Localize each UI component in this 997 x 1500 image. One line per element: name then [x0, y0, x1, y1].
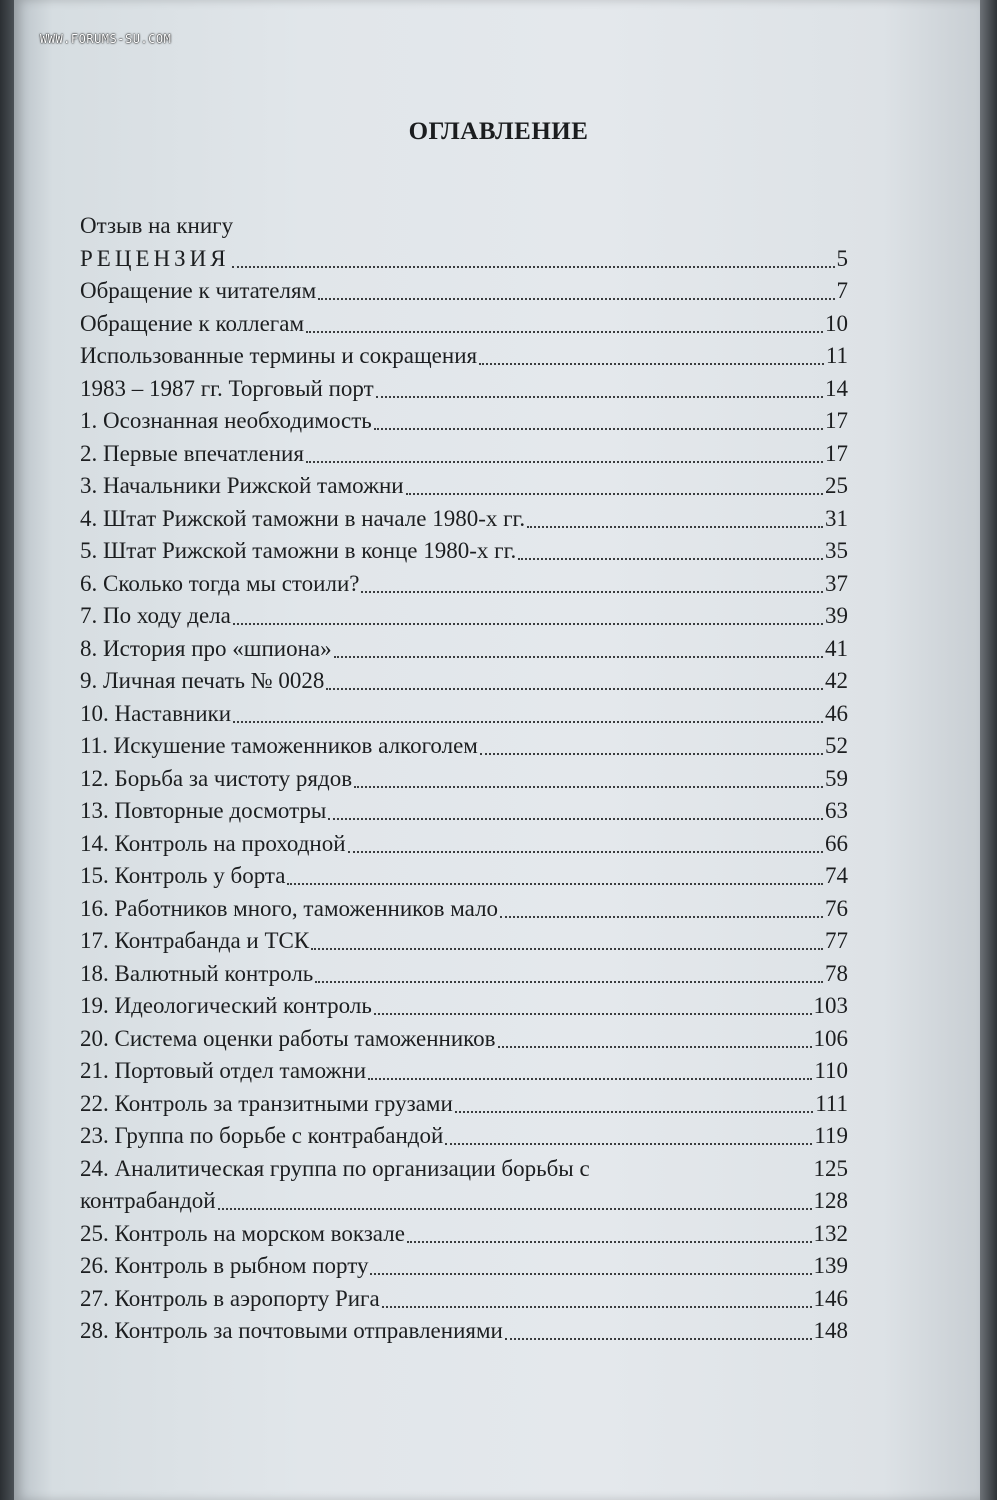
toc-entry-page: 103 [813, 993, 848, 1018]
toc-entry [80, 210, 848, 243]
toc-entry [80, 958, 848, 991]
toc-entry-page: 106 [813, 1025, 848, 1051]
toc-entry-page: 25 [825, 473, 848, 498]
toc-entry [80, 893, 848, 926]
toc-entry [80, 438, 848, 471]
watermark: WWW.FORUMS-SU.COM [40, 32, 172, 46]
toc-entry-label: 4. Штат Рижской таможни в начале 1980-х гг. [80, 505, 526, 531]
leader-dots [328, 818, 823, 820]
toc-entry-label: 22. Контроль за транзитными грузами [80, 1090, 453, 1116]
toc-entry [80, 535, 848, 568]
toc-entry-page: 63 [825, 798, 848, 823]
toc-entry-page: 11 [825, 343, 848, 368]
toc-entry-page: 52 [825, 733, 848, 758]
toc-entry [80, 275, 848, 308]
toc-entry [80, 795, 848, 828]
leader-dots [374, 428, 823, 430]
toc-entry-page: 7 [836, 278, 848, 303]
toc-entry-label: 13. Повторные досмотры [80, 798, 327, 823]
leader-dots [382, 1306, 812, 1308]
toc-entry [80, 1283, 848, 1316]
toc-entry [80, 308, 848, 341]
toc-entry [80, 340, 848, 373]
toc-entry [80, 1120, 848, 1153]
toc-entry-page: 46 [825, 700, 848, 726]
leader-dots [315, 981, 823, 983]
leader-dots [479, 363, 824, 365]
leader-dots [498, 1046, 812, 1048]
toc-entry-label: 8. История про «шпиона» [80, 635, 332, 661]
toc-entry [80, 568, 848, 601]
toc-entry-page: 10 [825, 310, 848, 336]
toc-entry-page: 37 [825, 570, 848, 596]
leader-dots [505, 1338, 812, 1340]
toc-entry-page: 76 [825, 895, 848, 921]
toc-entry-label: 7. По ходу дела [80, 603, 231, 628]
toc-entry-label: 9. Личная печать № 0028 [80, 668, 325, 693]
book-spine [0, 0, 14, 1500]
toc-entry-page: 14 [825, 375, 848, 401]
leader-dots [348, 851, 823, 853]
toc-entry-label: 12. Борьба за чистоту рядов [80, 765, 353, 791]
leader-dots [354, 786, 823, 788]
toc-entry-label: 16. Работников много, таможенников мало [80, 895, 499, 921]
toc-entry-page: 148 [813, 1318, 848, 1343]
toc-entry-label: 5. Штат Рижской таможни в конце 1980-х гг. [80, 538, 517, 563]
toc-entry [80, 828, 848, 861]
toc-entry-page: 119 [814, 1123, 848, 1148]
leader-dots [374, 1013, 812, 1015]
toc-entry-label: 26. Контроль в рыбном порту [80, 1253, 369, 1278]
toc-entry-page: 39 [825, 603, 848, 628]
toc-entry [80, 698, 848, 731]
leader-dots [527, 526, 823, 528]
toc-entry-page: 17 [825, 408, 848, 433]
toc-entry-label: 15. Контроль у борта [80, 863, 286, 888]
toc-entry-page: 35 [825, 538, 848, 563]
toc-entry [80, 1055, 848, 1088]
toc-entry [80, 860, 848, 893]
toc-entry [80, 470, 848, 503]
toc-entry-label: контрабандой [80, 1188, 216, 1213]
leader-dots [232, 266, 835, 268]
leader-dots [406, 493, 823, 495]
toc-entry [80, 925, 848, 958]
leader-dots [233, 623, 823, 625]
toc-entry-page: 66 [825, 830, 848, 856]
toc-entry [80, 1250, 848, 1283]
page-edge [980, 0, 997, 1500]
toc-entry-page: 5 [836, 245, 848, 271]
toc-entry-page: 17 [825, 440, 848, 466]
toc-entry-label: Использованные термины и сокращения [80, 343, 478, 368]
toc-entry [80, 665, 848, 698]
toc-entry [80, 1315, 848, 1348]
leader-dots [306, 461, 823, 463]
toc-entry-label: 10. Наставники [80, 700, 232, 726]
toc-entry-label: Обращение к коллегам [80, 310, 305, 336]
toc-entry-page: 146 [813, 1285, 848, 1311]
leader-dots [361, 591, 823, 593]
toc-entry [80, 503, 848, 536]
leader-dots [326, 688, 823, 690]
toc-entry [80, 1218, 848, 1251]
toc-entry [80, 243, 848, 276]
toc-entry-label: Отзыв на книгу [80, 213, 234, 238]
leader-dots [233, 721, 823, 723]
toc-entry [80, 1153, 848, 1186]
leader-dots [311, 948, 823, 950]
leader-dots [368, 1078, 812, 1080]
toc-entry-label: 1. Осознанная необходимость [80, 408, 372, 433]
toc-entry-page: 139 [813, 1253, 848, 1278]
toc-entry-page: 42 [825, 668, 848, 693]
toc-entry [80, 763, 848, 796]
toc-entry-label: 1983 – 1987 гг. Торговый порт [80, 375, 374, 401]
toc-entry-label: 11. Искушение таможенников алкоголем [80, 733, 478, 758]
toc-entry [80, 405, 848, 438]
toc-entry [80, 600, 848, 633]
leader-dots [407, 1241, 812, 1243]
leader-dots [518, 558, 823, 560]
toc-entry [80, 1088, 848, 1121]
toc-entry-label: РЕЦЕНЗИЯ [80, 245, 230, 271]
toc-entry-page: 78 [825, 960, 848, 986]
toc-entry-label: 27. Контроль в аэропорту Рига [80, 1285, 380, 1311]
toc-entry-label: 3. Начальники Рижской таможни [80, 473, 404, 498]
toc-entry-label: 20. Система оценки работы таможенников [80, 1025, 496, 1051]
leader-dots [370, 1273, 811, 1275]
leader-dots [287, 883, 823, 885]
toc-entry-page: 132 [813, 1220, 848, 1246]
toc-entry-label: 24. Аналитическая группа по организации борьбы с [80, 1155, 590, 1181]
leader-dots [218, 1208, 812, 1210]
toc-entry [80, 633, 848, 666]
toc-entry [80, 1023, 848, 1056]
toc-entry-page: 111 [815, 1090, 848, 1116]
leader-dots [318, 298, 834, 300]
toc-entry-label: 6. Сколько тогда мы стоили? [80, 570, 360, 596]
toc-entry [80, 730, 848, 763]
leader-dots [334, 656, 823, 658]
leader-dots [480, 753, 823, 755]
toc-entry-page: 128 [813, 1188, 848, 1213]
toc-entry-label: 25. Контроль на морском вокзале [80, 1220, 405, 1246]
toc-entry-page: 74 [825, 863, 848, 888]
toc-entry-label: 28. Контроль за почтовыми отправлениями [80, 1318, 503, 1343]
page-title: ОГЛАВЛЕНИЕ [408, 118, 589, 145]
leader-dots [445, 1143, 812, 1145]
leader-dots [306, 331, 823, 333]
toc-entry-page: 59 [825, 765, 848, 791]
toc-entry-page: 77 [825, 928, 848, 953]
toc-entry-label: 19. Идеологический контроль [80, 993, 372, 1018]
toc-entry [80, 373, 848, 406]
toc-entry-page: 125 [813, 1155, 848, 1181]
toc-entry-label: 14. Контроль на проходной [80, 830, 346, 856]
toc-entry-label: 21. Портовый отдел таможни [80, 1058, 367, 1083]
table-of-contents [80, 210, 848, 1348]
toc-entry-label: 17. Контрабанда и ТСК [80, 928, 310, 953]
toc-entry-label: Обращение к читателям [80, 278, 317, 303]
toc-entry-page: 31 [825, 505, 848, 531]
toc-entry-label: 18. Валютный контроль [80, 960, 314, 986]
leader-dots [500, 916, 823, 918]
toc-entry-page: 41 [825, 635, 848, 661]
leader-dots [376, 396, 823, 398]
toc-entry [80, 1185, 848, 1218]
leader-dots [455, 1111, 813, 1113]
toc-entry-label: 23. Группа по борьбе с контрабандой [80, 1123, 444, 1148]
toc-entry-page: 110 [814, 1058, 848, 1083]
toc-entry-label: 2. Первые впечатления [80, 440, 304, 466]
toc-entry [80, 990, 848, 1023]
